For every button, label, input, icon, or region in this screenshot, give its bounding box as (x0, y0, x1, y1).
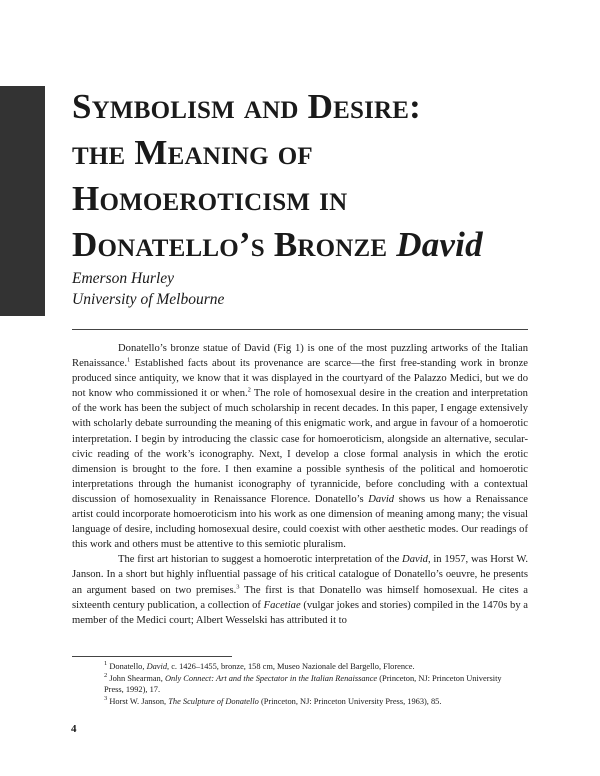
page-number: 4 (71, 723, 77, 735)
text-run: The first is that Donatello was himself homosexual. He cites a sixteenth century publication, a collection of (72, 584, 529, 611)
side-tab-bar (0, 86, 45, 316)
title-italic-david: David (396, 225, 483, 264)
footnote-ref: 2 (247, 386, 251, 394)
text-run: Donatello’s bronze statue of David (Fig 1) is one of the most puzzling artworks of the Italian Renaissance. (72, 343, 528, 370)
text-run: (vulgar jokes and stories) compiled in the 1470s by a member of the Medici court; Albert Wesselski has attributed it to (72, 599, 528, 626)
paragraph-1 (72, 341, 528, 552)
title-smallcaps: ymbolism and (91, 87, 308, 126)
text-run: , c. 1426–1455, bronze, 158 cm, Museo Nazionale del Bargello, Florence. (167, 662, 415, 671)
footnote-divider (72, 656, 232, 657)
title-cap: B (273, 225, 298, 264)
title-smallcaps: omoeroticism in (99, 179, 348, 218)
footnote-1 (104, 661, 528, 672)
footnote-3 (104, 696, 528, 707)
title-smallcaps: onatello’s (97, 225, 274, 264)
title-smallcaps: esire: (333, 87, 421, 126)
title-line-4 (72, 222, 572, 268)
footnote-ref: 1 (127, 356, 131, 364)
text-run: The first art historian to suggest a homoerotic interpretation of the (118, 554, 403, 566)
italic-run: Facetiae (263, 599, 301, 611)
text-run: Press, 1992), 17. (104, 685, 161, 694)
header-divider (72, 329, 528, 330)
footnote-ref: 3 (236, 582, 240, 590)
title-cap: D (72, 225, 98, 264)
italic-run: David (402, 554, 428, 566)
footnote-number: 3 (104, 695, 108, 703)
author-affiliation: University of Melbourne (72, 291, 225, 308)
italic-run: Only Connect: Art and the Spectator in the Italian Renaissance (164, 674, 378, 683)
italic-run: The Sculpture of Donatello (168, 697, 259, 706)
footnote-2 (104, 673, 528, 695)
text-run: (Princeton, NJ: Princeton University Press, 1963), 85. (258, 697, 442, 706)
article-title (72, 84, 572, 268)
italic-run: David (368, 493, 395, 505)
title-cap: H (72, 179, 100, 218)
title-smallcaps: ronze (297, 225, 397, 264)
author-block (72, 268, 224, 310)
title-cap: D (307, 87, 334, 126)
italic-run: David (146, 662, 168, 671)
title-line-2 (72, 130, 572, 176)
title-smallcaps: eaning of (167, 133, 313, 172)
title-cap: M (134, 133, 168, 172)
text-run: John Shearman, (107, 674, 165, 683)
footnote-number: 2 (104, 672, 108, 680)
text-run: Horst W. Janson, (107, 697, 169, 706)
footnotes (104, 661, 528, 708)
text-run: shows us how a Renaissance artist could incorporate homoeroticism into his work as one dimension of meaning among many; the visual language of desire, including homosexual desire, could coexist with other aesthetic modes. Our readings of this work and others must be attentive to this semiotic pluralism. (72, 493, 528, 551)
article-body (72, 341, 528, 628)
title-line-1 (72, 84, 572, 130)
title-line-3 (72, 176, 572, 222)
text-run: Established facts about its provenance are scarce—the first free-standing work in bronze produced since antiquity, we know that it was displayed in the courtyard of the Palazzo Medici, but we do not know who commissioned it or when. (72, 358, 528, 400)
title-cap: S (72, 87, 92, 126)
title-smallcaps: the (72, 133, 135, 172)
text-run: The role of homosexual desire in the creation and interpretation of the work has been the subject of much scholarship in recent decades. In this paper, I engage extensively with scholarly debate surrounding the meaning of this enigmatic work, and argue in favour of a homoerotic interpretation. I begin by introducing the classic case for homoeroticism, alongside an alternative, secular-civic reading of the work’s iconography. Next, I develop a close formal analysis in which the erotic dimension is brought to the fore. I then examine a possible synthesis of the political and homoerotic interpretations through the humanist iconography of tyrannicide, before concluding with a contextual discussion of homosexuality in Renaissance Florence. Donatello’s (72, 388, 528, 505)
text-run: , in 1957, was Horst W. Janson. In a short but highly influential passage of his critical catalogue of Donatello’s oeuvre, he presents an argument based on two premises. (72, 554, 529, 596)
text-run: Donatello, (107, 662, 147, 671)
footnote-number: 1 (104, 660, 108, 668)
paragraph-2 (72, 552, 528, 627)
text-run: (Princeton, NJ: Princeton University (377, 674, 502, 683)
author-name: Emerson Hurley (72, 270, 175, 287)
